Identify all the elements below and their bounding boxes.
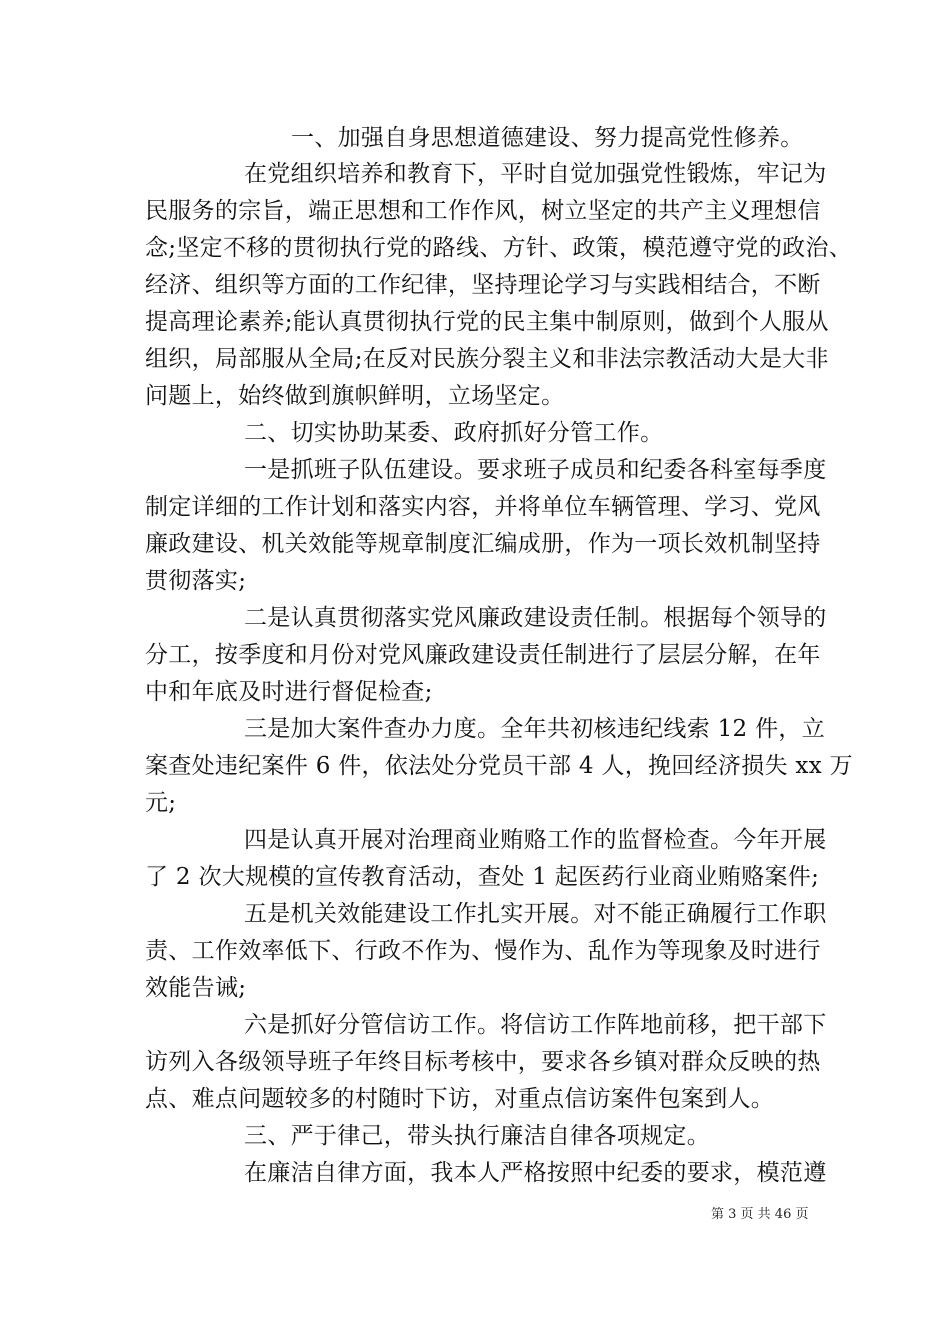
paragraph-line: 点、难点问题较多的村随时下访，对重点信访案件包案到人。: [145, 1086, 775, 1112]
paragraph-line: 提高理论素养;能认真贯彻执行党的民主集中制原则，做到个人服从: [145, 309, 829, 335]
paragraph-line: 廉政建设、机关效能等规章制度汇编成册，作为一项长效机制坚持: [145, 531, 821, 557]
paragraph-line: 三是加大案件查办力度。全年共初核违纪线索 12 件，立: [244, 716, 825, 742]
paragraph-line: 分工，按季度和月份对党风廉政建设责任制进行了层层分解，在年: [145, 642, 821, 668]
paragraph-line: 组织，局部服从全局;在反对民族分裂主义和非法宗教活动大是大非: [145, 346, 829, 372]
heading-3: 三、严于律己，带头执行廉洁自律各项规定。: [244, 1123, 710, 1149]
paragraph-line: 二是认真贯彻落实党风廉政建设责任制。根据每个领导的: [244, 605, 827, 631]
paragraph-line: 四是认真开展对治理商业贿赂工作的监督检查。今年开展: [244, 827, 827, 853]
paragraph-line: 元;: [145, 790, 177, 816]
paragraph-line: 制定详细的工作计划和落实内容，并将单位车辆管理、学习、党风: [145, 494, 821, 520]
page-number: 第 3 页 共 46 页: [711, 1207, 809, 1222]
paragraph-line: 一是抓班子队伍建设。要求班子成员和纪委各科室每季度: [244, 457, 827, 483]
paragraph-line: 在党组织培养和教育下，平时自觉加强党性锻炼，牢记为: [244, 161, 827, 187]
paragraph-line: 案查处违纪案件 6 件，依法处分党员干部 4 人，挽回经济损失 xx 万: [145, 753, 853, 779]
paragraph-line: 中和年底及时进行督促检查;: [145, 679, 433, 705]
paragraph-line: 念;坚定不移的贯彻执行党的路线、方针、政策，模范遵守党的政治、: [145, 235, 853, 261]
paragraph-line: 在廉洁自律方面，我本人严格按照中纪委的要求，模范遵: [244, 1160, 827, 1186]
paragraph-line: 责、工作效率低下、行政不作为、慢作为、乱作为等现象及时进行: [145, 938, 821, 964]
paragraph-line: 问题上，始终做到旗帜鲜明，立场坚定。: [145, 383, 565, 409]
paragraph-line: 民服务的宗旨，端正思想和工作作风，树立坚定的共产主义理想信: [145, 198, 821, 224]
paragraph-line: 贯彻落实;: [145, 568, 247, 594]
paragraph-line: 访列入各级领导班子年终目标考核中，要求各乡镇对群众反映的热: [145, 1049, 821, 1075]
heading-2: 二、切实协助某委、政府抓好分管工作。: [244, 420, 664, 446]
paragraph-line: 了 2 次大规模的宣传教育活动，查处 1 起医药行业商业贿赂案件;: [145, 864, 820, 890]
paragraph-line: 五是机关效能建设工作扎实开展。对不能正确履行工作职: [244, 901, 827, 927]
paragraph-line: 经济、组织等方面的工作纪律，坚持理论学习与实践相结合，不断: [145, 272, 821, 298]
paragraph-line: 效能告诫;: [145, 975, 247, 1001]
heading-1: 一、加强自身思想道德建设、努力提高党性修养。: [291, 125, 804, 151]
paragraph-line: 六是抓好分管信访工作。将信访工作阵地前移，把干部下: [244, 1012, 827, 1038]
